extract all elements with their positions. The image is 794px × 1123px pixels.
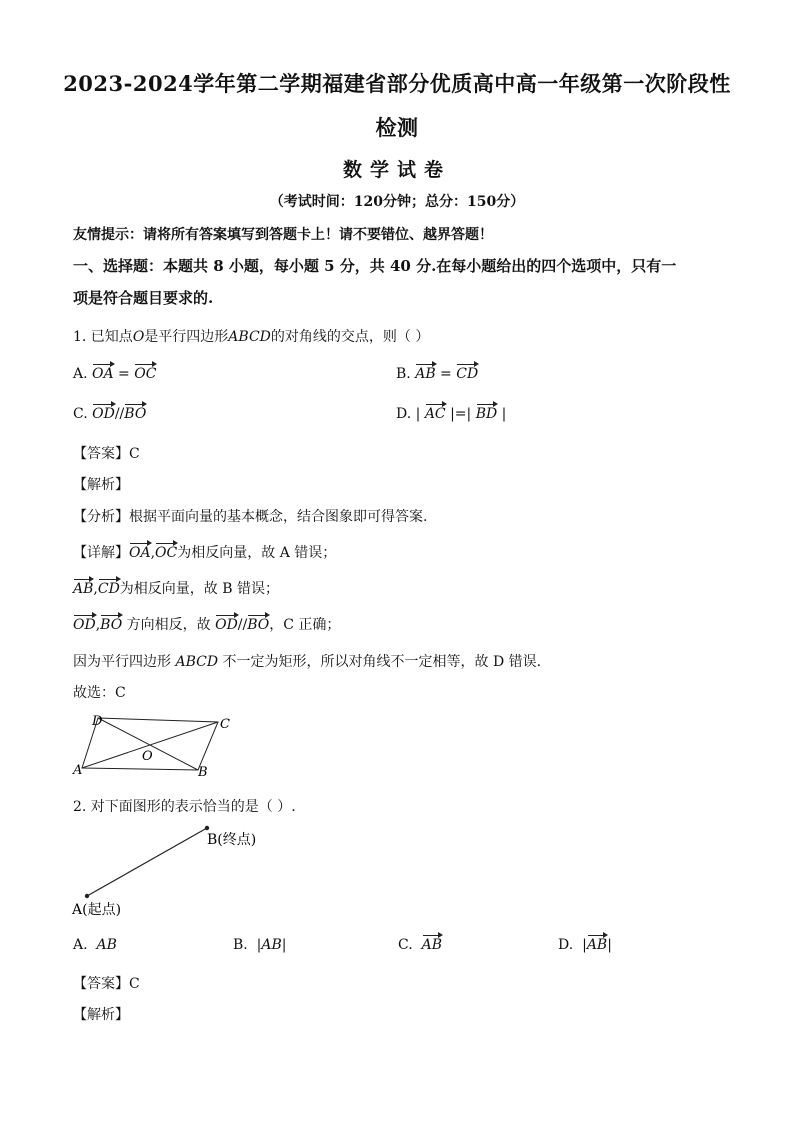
q1-fenxi: 【分析】根据平面向量的基本概念，结合图象即可得答案. (73, 509, 428, 525)
exam-title-line2: 检测 (375, 115, 419, 140)
label-a: A (73, 763, 83, 778)
label-b: B (198, 765, 208, 780)
point-a-dot (85, 894, 89, 898)
q1-analysis-tag: 【解析】 (73, 477, 129, 493)
exam-title-line1: 2023-2024学年第二学期福建省部分优质高中高一年级第一次阶段性 (63, 71, 731, 96)
vector-ab-line (87, 828, 207, 896)
q2-answer: 【答案】C (73, 976, 140, 992)
q1-detail-1: 【详解】OA,OC为相反向量，故 A 错误； (73, 545, 337, 561)
q1-option-b: B. AB = CD (396, 366, 479, 382)
parallelogram-figure (70, 710, 240, 782)
q1-detail-4: 因为平行四边形 ABCD 不一定为矩形，所以对角线不一定相等，故 D 错误. (73, 654, 542, 670)
exam-time-info: （考试时间：120分钟；总分：150分） (269, 194, 525, 210)
q1-choose: 故选：C (73, 685, 126, 701)
q1-detail-3: OD,BO 方向相反，故 OD//BO，C 正确； (73, 617, 341, 633)
label-c: C (220, 717, 230, 732)
q2-option-a: A. AB (73, 937, 117, 953)
notice: 友情提示：请将所有答案填写到答题卡上！请不要错位、越界答题！ (73, 227, 493, 243)
q2-stem: 2. 对下面图形的表示恰当的是（ ）. (73, 799, 296, 815)
q1-answer: 【答案】C (73, 446, 140, 462)
q2-option-d: D. |AB| (558, 937, 612, 953)
label-b-end: B(终点) (207, 832, 257, 848)
exam-subject: 数学试卷 (342, 159, 451, 181)
q1-option-a: A. OA = OC (73, 366, 157, 382)
q1-option-d: D. | AC |=| BD | (396, 406, 507, 422)
section1-heading-line2: 项是符合题目要求的. (73, 289, 214, 307)
vector-figure (70, 820, 290, 920)
section1-heading-line1: 一、选择题：本题共 8 小题，每小题 5 分，共 40 分.在每小题给出的四个选项中，只有一 (73, 257, 677, 275)
q2-option-c: C. AB (398, 937, 442, 953)
q1-stem: 1. 已知点O是平行四边形ABCD的对角线的交点，则（ ） (73, 329, 430, 345)
q1-option-c: C. OD//BO (73, 406, 147, 422)
label-a-start: A(起点) (72, 902, 122, 918)
point-b-dot (205, 826, 209, 830)
q1-detail-2: AB,CD为相反向量，故 B 错误； (73, 581, 279, 597)
label-d: D (92, 714, 103, 729)
label-o: O (142, 749, 153, 764)
q2-option-b: B. |AB| (233, 937, 287, 953)
q2-analysis-tag: 【解析】 (73, 1007, 129, 1023)
